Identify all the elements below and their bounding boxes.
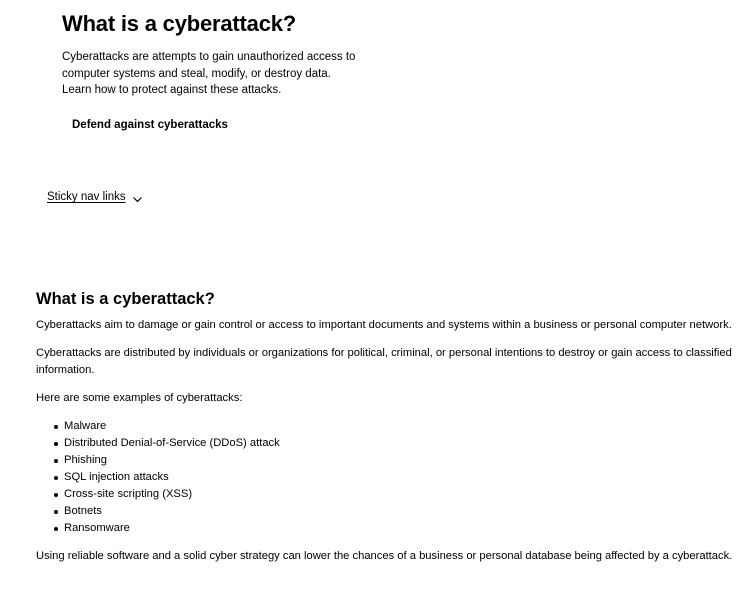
article-paragraph: Cyberattacks aim to damage or gain control or access to important documents and systems within a business or personal computer network. <box>36 319 732 331</box>
hero-description: Cyberattacks are attempts to gain unauthorized access to computer systems and steal, modify, or destroy data. Learn how to protect against these attacks. <box>62 51 356 96</box>
chevron-down-icon <box>132 192 143 203</box>
list-item: Distributed Denial-of-Service (DDoS) attack <box>54 435 746 452</box>
article-paragraph: Cyberattacks are distributed by individuals or organizations for political, criminal, or personal intentions to destroy or gain access to classified information. <box>36 347 732 376</box>
sticky-nav-toggle[interactable] <box>47 189 143 205</box>
article-title: What is a cyberattack? <box>36 290 215 308</box>
hero-section <box>62 10 372 133</box>
cyberattack-examples-list <box>36 418 746 537</box>
list-item: SQL injection attacks <box>54 469 746 486</box>
hero-title: What is a cyberattack? <box>62 11 297 36</box>
list-item: Malware <box>54 418 746 435</box>
list-item: Phishing <box>54 452 746 469</box>
list-item: Ransomware <box>54 520 746 537</box>
article-paragraph: Using reliable software and a solid cyber strategy can lower the chances of a business or personal database being affected by a cyberattack. <box>36 550 733 562</box>
defend-against-cyberattacks-link[interactable]: Defend against cyberattacks <box>72 118 228 131</box>
list-item: Cross-site scripting (XSS) <box>54 486 746 503</box>
article-section <box>36 288 746 565</box>
article-paragraph: Here are some examples of cyberattacks: <box>36 392 243 404</box>
sticky-nav-label: Sticky nav links <box>47 191 126 203</box>
list-item: Botnets <box>54 503 746 520</box>
